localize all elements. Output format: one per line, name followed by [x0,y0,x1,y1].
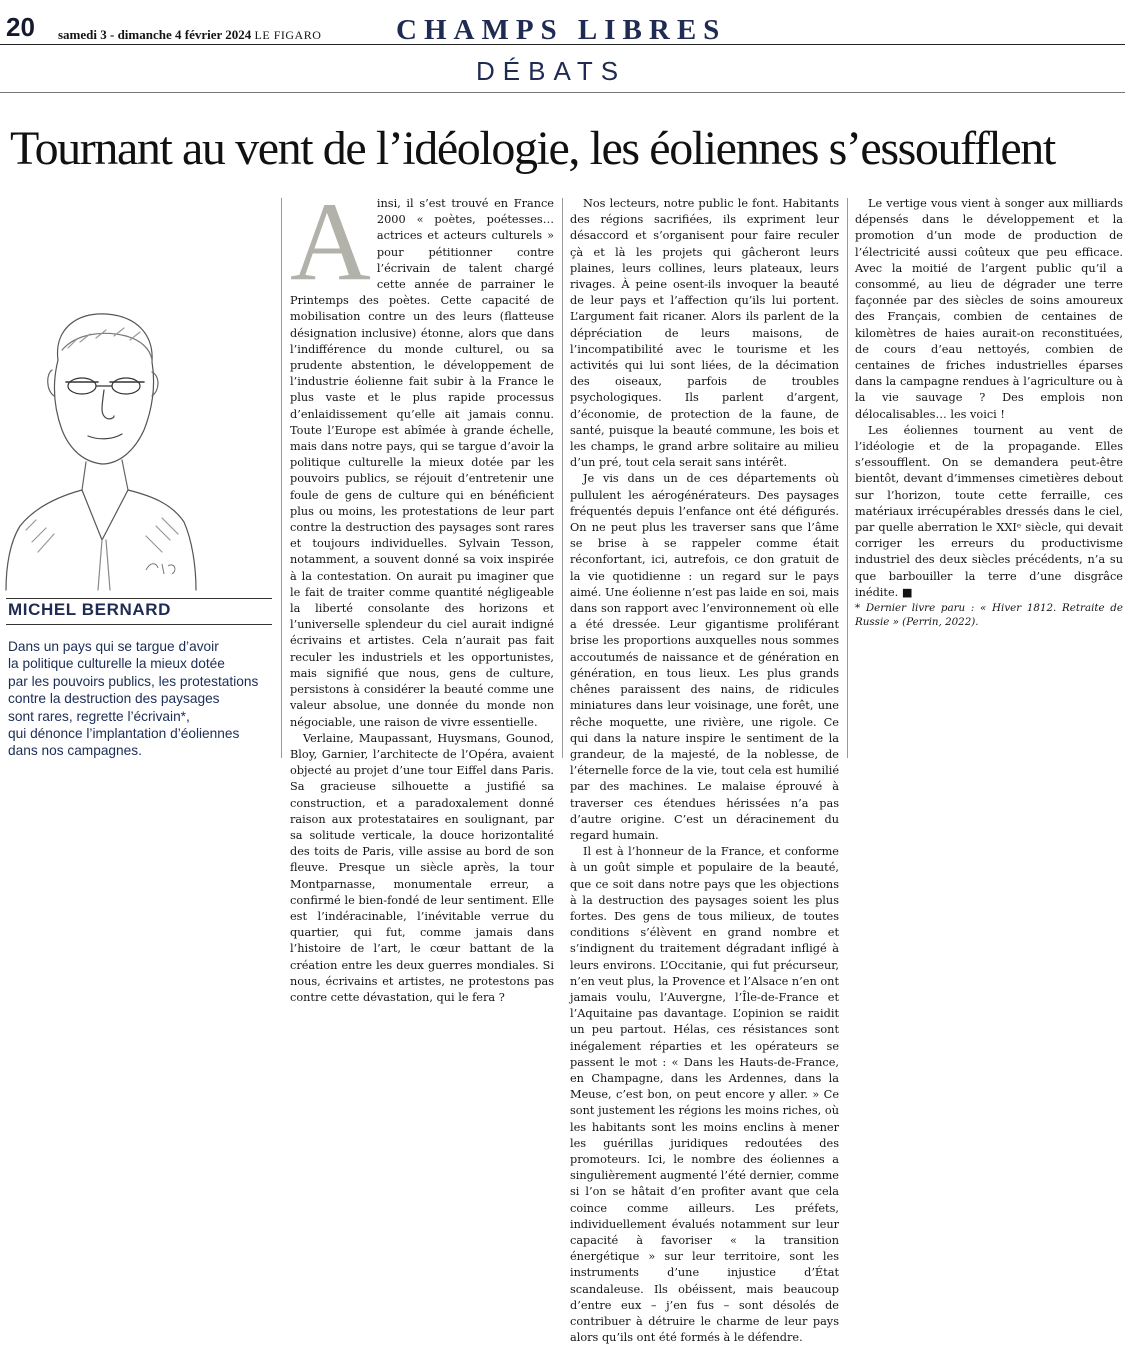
article-paragraph: Verlaine, Maupassant, Huysmans, Gounod, Bloy, Garnier, l’architecte de l’Opéra, avaient objecté au projet d’une tour Eiffel dans Paris. Sa gracieuse silhouette a justifié sa construction, et a paradoxalement donné raison aux protestataires en soulignant, par sa solitude verticale, la douce horizontalité des toits de Paris, ville assise au bord de son fleuve. Presque un siècle après, la tour Montparnasse, monumentale erreur, a confirmé le bien-fondé de leur sentiment. Elle est l’indéracinable, l’inévitable verrue du quartier, qui fut, comme jamais dans l’histoire de l’art, le cœur battant de la création entre les deux guerres mondiales. Si nous, écrivains et artistes, ne protestons pas contre cette dévastation, qui le fera ? [290,731,554,1004]
section-subrubric: DÉBATS [476,56,627,86]
page-number: 20 [6,12,35,42]
masthead-divider [0,44,1125,45]
dateline [58,27,321,43]
column-divider [847,198,848,758]
article-column-1 [290,180,554,1004]
drop-cap: A [290,180,371,304]
article-paragraph: Il est à l’honneur de la France, et conforme à un goût simple et populaire de la beauté, que ce soit dans notre pays que les objections à la destruction des paysages soient les plus fortes. Des gens de tous milieux, de toutes conditions s’élèvent en grand nombre et s’indignent du traitement dégradant infligé à leurs environs. L’Occitanie, qui fut précurseur, n’en veut plus, la Provence et l’Alsace n’en ont jamais voulu, l’Auvergne, l’Île-de-France et l’Aquitaine pas davantage. L’opinion se raidit un peu partout. Hélas, ces résistances sont inégalement réparties et les opérateurs se passent le mot : « Dans les Hauts-de-France, en Champagne, dans les Ardennes, dans la Meuse, c’est bon, on peut encore y aller. » Ce sont justement les régions les moins riches, où les habitants sont les moins enclins à mener les guérillas juridiques redoutées des promoteurs. Ici, le nombre des éoliennes a singulièrement augmenté l’été dernier, comme si l’on se hâtait d’en profiter avant que cela coince comme ailleurs. Les préfets, individuellement évalués notamment sur leur capacité à favoriser « la transition énergétique » sur leur territoire, sont les instruments d’une injustice d’État scandaleuse. Ils obéissent, mais beaucoup d’entre eux – j’en fus – sont désolés de contribuer à détruire le charme de leur pays alors qu’ils ont été formés à le défendre. [570,845,839,1345]
column-divider [281,198,282,758]
article-paragraph: Nos lecteurs, notre public le font. Habitants des régions sacrifiées, ils expriment leur désaccord et s’organisent pour faire reculer çà et là les projets qui gâcheront leurs plaines, leurs collines, leurs plateaux, leurs rivages. À peine osent-ils invoquer la beauté de leur pays et l’affection qu’ils lui portent. L’argument fait ricaner. Alors ils parlent de la dépréciation de leurs maisons, de l’incompatibilité avec le tourisme et les activités qui lui sont liées, de la décimation des oiseaux, parfois de troubles psychologiques. Ils parlent d’argent, d’économie, de protection de la faune, de santé, puisque la beauté commune, les bois et les champs, le grand arbre solitaire au milieu d’un pré, tout cela serait sans intérêt. [570,197,839,470]
article-paragraph: insi, il s’est trouvé en France 2000 « poètes, poétesses… actrices et acteurs culturels » pour pétitionner contre l’écrivain de talent chargé cette année de parrainer le Printemps des poètes. Cette capacité de mobilisation contre un des leurs (flatteuse désignation inclusive) étonne, alors que dans l’indifférence du monde culturel, ou sa prudente abstention, le développement de l’industrie éolienne fait subir à la France le plus vaste et le plus rapide processus d’enlaidissement qu’elle ait jamais connu. Toute l’Europe est abîmée à grande échelle, mais dans notre pays, qui se targue d’avoir la politique culturelle la mieux dotée par les pouvoirs publics, se réjouit d’entretenir une foule de gens de culture qui en bénéficient plus ou moins, les protestations de leur part contre la destruction des paysages sont rares et toujours individuelles. Sylvain Tesson, notamment, a souvent donné sa voix inspirée à la contestation. On aurait pu imaginer que le fait de traiter comme quantité négligeable la liberté consolante des horizons et l’universelle splendeur du ciel aurait indigné écrivains et artistes. Cela n’aurait pas fait reculer les industriels et les opportunistes, mais signifié que nous, gens de culture, persistons à considérer la beauté comme une valeur absolue, une donnée du monde non négociable, une raison de vivre essentielle. [290,197,554,729]
article-headline: Tournant au vent de l’idéologie, les éoliennes s’essoufflent [10,122,1055,175]
author-divider-bottom [6,624,272,625]
author-portrait-sketch [6,290,196,590]
subrubric-divider [0,92,1125,93]
column-divider [562,198,563,758]
article-column-2 [570,196,839,1345]
article-column-3 [855,196,1123,786]
article-paragraph: Je vis dans un de ces départements où pullulent les aérogénérateurs. Des paysages fréquentés depuis l’enfance ont été défigurés. On ne peut plus les traverser sans que l’âme se brise à se rappeler comme était réconfortant, ici, autrefois, ce don gratuit de la vie quotidienne : un regard sur le pays aimé. Une éolienne n’est pas laide en soi, mais dans son rapport avec l’environnement où elle a été dressée. Leur gigantisme proliférant brise les proportions auxquelles nous sommes accoutumés de naissance et de génération en génération, en tous lieux. Les plus grands chênes paraissent des nains, de ridicules miniatures dans leur voisinage, une forêt, une rêche moquette, une rivière, une rigole. Ce qui dans la nature inspire le sentiment de la grandeur, de la majesté, de la noblesse, de l’éternelle force de la vie, tout cela est humilié par des machines. Le malaise éprouvé à traverser ces étendues hérissées n’a pas d’autre origine. C’est un déracinement du regard humain. [570,472,839,842]
issue-date: samedi 3 - dimanche 4 février 2024 [58,27,252,42]
section-rubric: CHAMPS LIBRES [396,14,727,46]
author-name: MICHEL BERNARD [8,600,171,619]
author-footnote: * Dernier livre paru : « Hiver 1812. Retraite de Russie » (Perrin, 2022). [855,602,1123,629]
article-paragraph: Les éoliennes tournent au vent de l’idéologie et de la propagande. Elles s’essoufflent. On se demandera peut-être bientôt, devant d’immenses cimetières debout sur l’horizon, toute cette ferraille, ces matériaux irrécupérables dressés dans le ciel, par quelle aberration le XXIᵉ siècle, qui devait corriger les erreurs du productivisme industriel des deux siècles précédents, n’a su que barbouiller la terre d’une disgrâce inédite. ■ [855,423,1123,599]
article-summary: Dans un pays qui se targue d’avoir la politique culturelle la mieux dotée par les pouvoirs publics, les protestations contre la destruction des paysages sont rares, regrette l’écrivain*, qui dénonce l’implantation d’éoliennes dans nos campagnes. [8,639,259,759]
author-divider-top [6,598,272,599]
article-paragraph: Le vertige vous vient à songer aux milliards dépensés dans le développement et la promotion d’un mode de production de l’électricité aussi coûteux que peu efficace. Avec la moitié de l’argent public qu’il a consommé, au lieu de dégrader une terre façonnée par des siècles de soins amoureux des Français, combien de centaines de kilomètres de haies aurait-on reconstituées, de cours d’eau nettoyés, combien de centaines de friches industrielles éparses dans la campagne rendues à l’agriculture ou à la vie sauvage ? Des emplois non délocalisables… les voici ! [855,197,1123,421]
publication-name: LE FIGARO [254,28,322,42]
